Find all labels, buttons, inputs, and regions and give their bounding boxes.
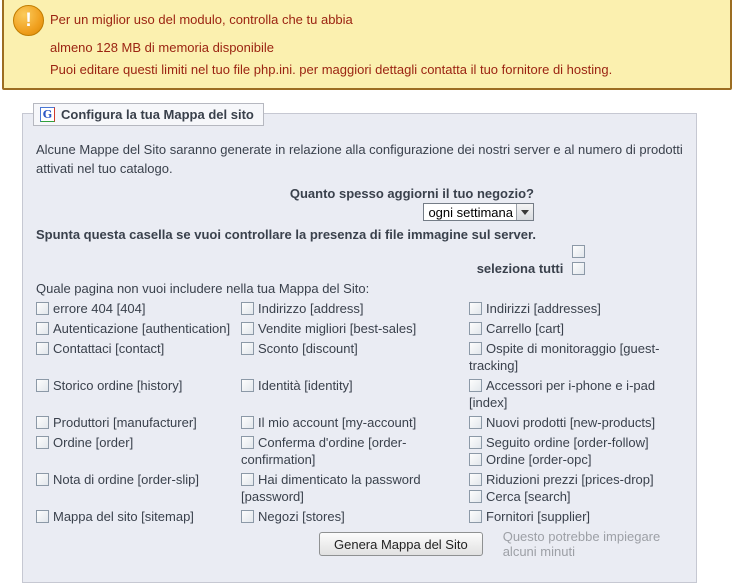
page-option-label: Ospite di monitoraggio [guest-tracking] [469, 341, 660, 373]
pages-row [36, 507, 685, 527]
select-all-checkbox[interactable] [572, 262, 585, 275]
page-option-label: Fornitori [supplier] [486, 509, 591, 524]
pages-cell [469, 376, 685, 413]
page-option-label: Storico ordine [history] [53, 378, 183, 393]
warning-line: Per un miglior uso del modulo, controlla che tu abbia [50, 12, 353, 27]
select-all-row [36, 261, 684, 276]
page-checkbox[interactable] [36, 473, 49, 486]
select-all-label: seleziona tutti [476, 261, 564, 276]
pages-cell [469, 413, 685, 433]
page-option[interactable] [36, 377, 237, 394]
footer-row [319, 529, 684, 559]
pages-cell [469, 470, 685, 507]
pages-cell [469, 299, 685, 319]
page-option[interactable] [241, 320, 465, 337]
page-checkbox[interactable] [241, 416, 254, 429]
page-option[interactable] [36, 320, 237, 337]
page-option-label: Produttori [manufacturer] [53, 415, 197, 430]
pages-cell [241, 470, 469, 507]
page-option[interactable] [241, 434, 465, 468]
page-option-label: Seguito ordine [order-follow] [486, 435, 649, 450]
page-option[interactable] [469, 340, 681, 374]
pages-cell [241, 433, 469, 470]
pages-cell [469, 433, 685, 470]
page-option[interactable] [36, 300, 237, 317]
page-checkbox[interactable] [36, 416, 49, 429]
pages-row [36, 433, 685, 470]
page-option-label: Nota di ordine [order-slip] [53, 472, 199, 487]
page-option-label: Mappa del sito [sitemap] [53, 509, 194, 524]
pages-row [36, 319, 685, 339]
page-checkbox[interactable] [469, 490, 482, 503]
page-checkbox[interactable] [241, 379, 254, 392]
page-checkbox[interactable] [469, 379, 482, 392]
image-check-label: Spunta questa casella se vuoi controllare la presenza di file immagine sul server. [36, 227, 536, 242]
page-checkbox[interactable] [469, 302, 482, 315]
pages-cell [241, 376, 469, 413]
page-checkbox[interactable] [469, 473, 482, 486]
select-all-option[interactable] [477, 261, 585, 276]
intro-text: Alcune Mappe del Sito saranno generate in relazione alla configurazione dei nostri server e al numero di prodotti attivati nel tuo catalogo. [36, 142, 683, 176]
google-icon: G [40, 107, 55, 122]
page-option-label: Accessori per i-phone e i-pad [index] [469, 378, 656, 410]
frequency-selected-value: ogni settimana [428, 205, 513, 220]
sitemap-config-panel [22, 107, 697, 583]
page-option[interactable] [469, 471, 681, 488]
image-check-checkbox[interactable] [572, 245, 585, 258]
page-option-label: Indirizzi [addresses] [486, 301, 601, 316]
page-option-label: Cerca [search] [486, 489, 571, 504]
page-option-label: Carrello [cart] [486, 321, 565, 336]
page-checkbox[interactable] [36, 436, 49, 449]
page-checkbox[interactable] [36, 302, 49, 315]
pages-cell [241, 299, 469, 319]
page-option-label: Indirizzo [address] [258, 301, 364, 316]
page-option-label: Identità [identity] [258, 378, 353, 393]
page-option-label: Hai dimenticato la password [password] [241, 472, 421, 504]
warning-line: almeno 128 MB di memoria disponibile [50, 40, 275, 55]
pages-cell [36, 507, 241, 527]
page-option-label: Conferma d'ordine [order-confirmation] [241, 435, 407, 467]
pages-cell [241, 319, 469, 339]
page-option-label: Vendite migliori [best-sales] [258, 321, 417, 336]
page-option[interactable] [469, 488, 681, 505]
panel-title: Configura la tua Mappa del sito [61, 107, 254, 122]
page-option-label: Nuovi prodotti [new-products] [486, 415, 656, 430]
page-option[interactable] [469, 508, 681, 525]
page-checkbox[interactable] [241, 322, 254, 335]
page-option[interactable] [469, 320, 681, 337]
page-checkbox[interactable] [241, 473, 254, 486]
page-option[interactable] [36, 471, 237, 488]
page-checkbox[interactable] [36, 379, 49, 392]
pages-row [36, 376, 685, 413]
pages-cell [36, 413, 241, 433]
page-option[interactable] [241, 300, 465, 317]
pages-cell [469, 319, 685, 339]
generation-time-note: Questo potrebbe impiegare alcuni minuti [502, 529, 661, 559]
page-checkbox[interactable] [241, 510, 254, 523]
page-checkbox[interactable] [241, 342, 254, 355]
pages-cell [469, 507, 685, 527]
page-option-label: Riduzioni prezzi [prices-drop] [486, 472, 654, 487]
pages-row [36, 413, 685, 433]
pages-cell [241, 413, 469, 433]
page-option[interactable] [36, 340, 237, 357]
generate-sitemap-button[interactable]: Genera Mappa del Sito [319, 532, 483, 556]
page-option[interactable] [241, 471, 465, 505]
page-checkbox[interactable] [469, 453, 482, 466]
pages-cell [36, 299, 241, 319]
page-option-label: errore 404 [404] [53, 301, 146, 316]
pages-exclude-label: Quale pagina non vuoi includere nella tua Mappa del Sito: [36, 281, 370, 296]
memory-warning-box [2, 0, 732, 90]
page-option[interactable] [36, 508, 237, 525]
pages-table [36, 299, 685, 527]
page-checkbox[interactable] [241, 302, 254, 315]
pages-cell [241, 339, 469, 376]
page-option[interactable] [241, 377, 465, 394]
panel-legend [33, 103, 264, 126]
frequency-block [36, 186, 684, 221]
page-option-label: Ordine [order] [53, 435, 134, 450]
page-option-label: Sconto [discount] [258, 341, 358, 356]
pages-cell [36, 433, 241, 470]
page-option[interactable] [469, 451, 681, 468]
page-checkbox[interactable] [469, 342, 482, 355]
page-option-label: Negozi [stores] [258, 509, 345, 524]
page-option-label: Ordine [order-opc] [486, 452, 592, 467]
page-option[interactable] [36, 434, 237, 451]
pages-cell [241, 507, 469, 527]
page-option[interactable] [469, 434, 681, 451]
pages-cell [36, 319, 241, 339]
page-option[interactable] [241, 414, 465, 431]
pages-cell [36, 376, 241, 413]
page-option[interactable] [241, 508, 465, 525]
page-checkbox[interactable] [36, 322, 49, 335]
page-checkbox[interactable] [36, 510, 49, 523]
frequency-label: Quanto spesso aggiorni il tuo negozio? [289, 186, 534, 201]
page-checkbox[interactable] [469, 436, 482, 449]
frequency-select[interactable] [423, 203, 534, 221]
pages-cell [36, 339, 241, 376]
page-option-label: Il mio account [my-account] [258, 415, 417, 430]
pages-row [36, 339, 685, 376]
pages-cell [36, 470, 241, 507]
warning-line: Puoi editare questi limiti nel tuo file php.ini. per maggiori dettagli contatta il tuo fornitore di hosting. [50, 62, 613, 77]
dropdown-arrow-icon[interactable] [516, 204, 533, 220]
page-checkbox[interactable] [241, 436, 254, 449]
pages-row [36, 299, 685, 319]
page-checkbox[interactable] [469, 322, 482, 335]
image-check-row [36, 244, 684, 259]
warning-icon: ! [13, 5, 44, 36]
page-option-label: Contattaci [contact] [53, 341, 165, 356]
page-option[interactable] [36, 414, 237, 431]
page-option[interactable] [241, 340, 465, 357]
page-option[interactable] [469, 414, 681, 431]
pages-cell [469, 339, 685, 376]
page-checkbox[interactable] [469, 416, 482, 429]
pages-row [36, 470, 685, 507]
page-option[interactable] [469, 377, 681, 411]
page-checkbox[interactable] [469, 510, 482, 523]
page-option[interactable] [469, 300, 681, 317]
page-option-label: Autenticazione [authentication] [53, 321, 231, 336]
page-checkbox[interactable] [36, 342, 49, 355]
